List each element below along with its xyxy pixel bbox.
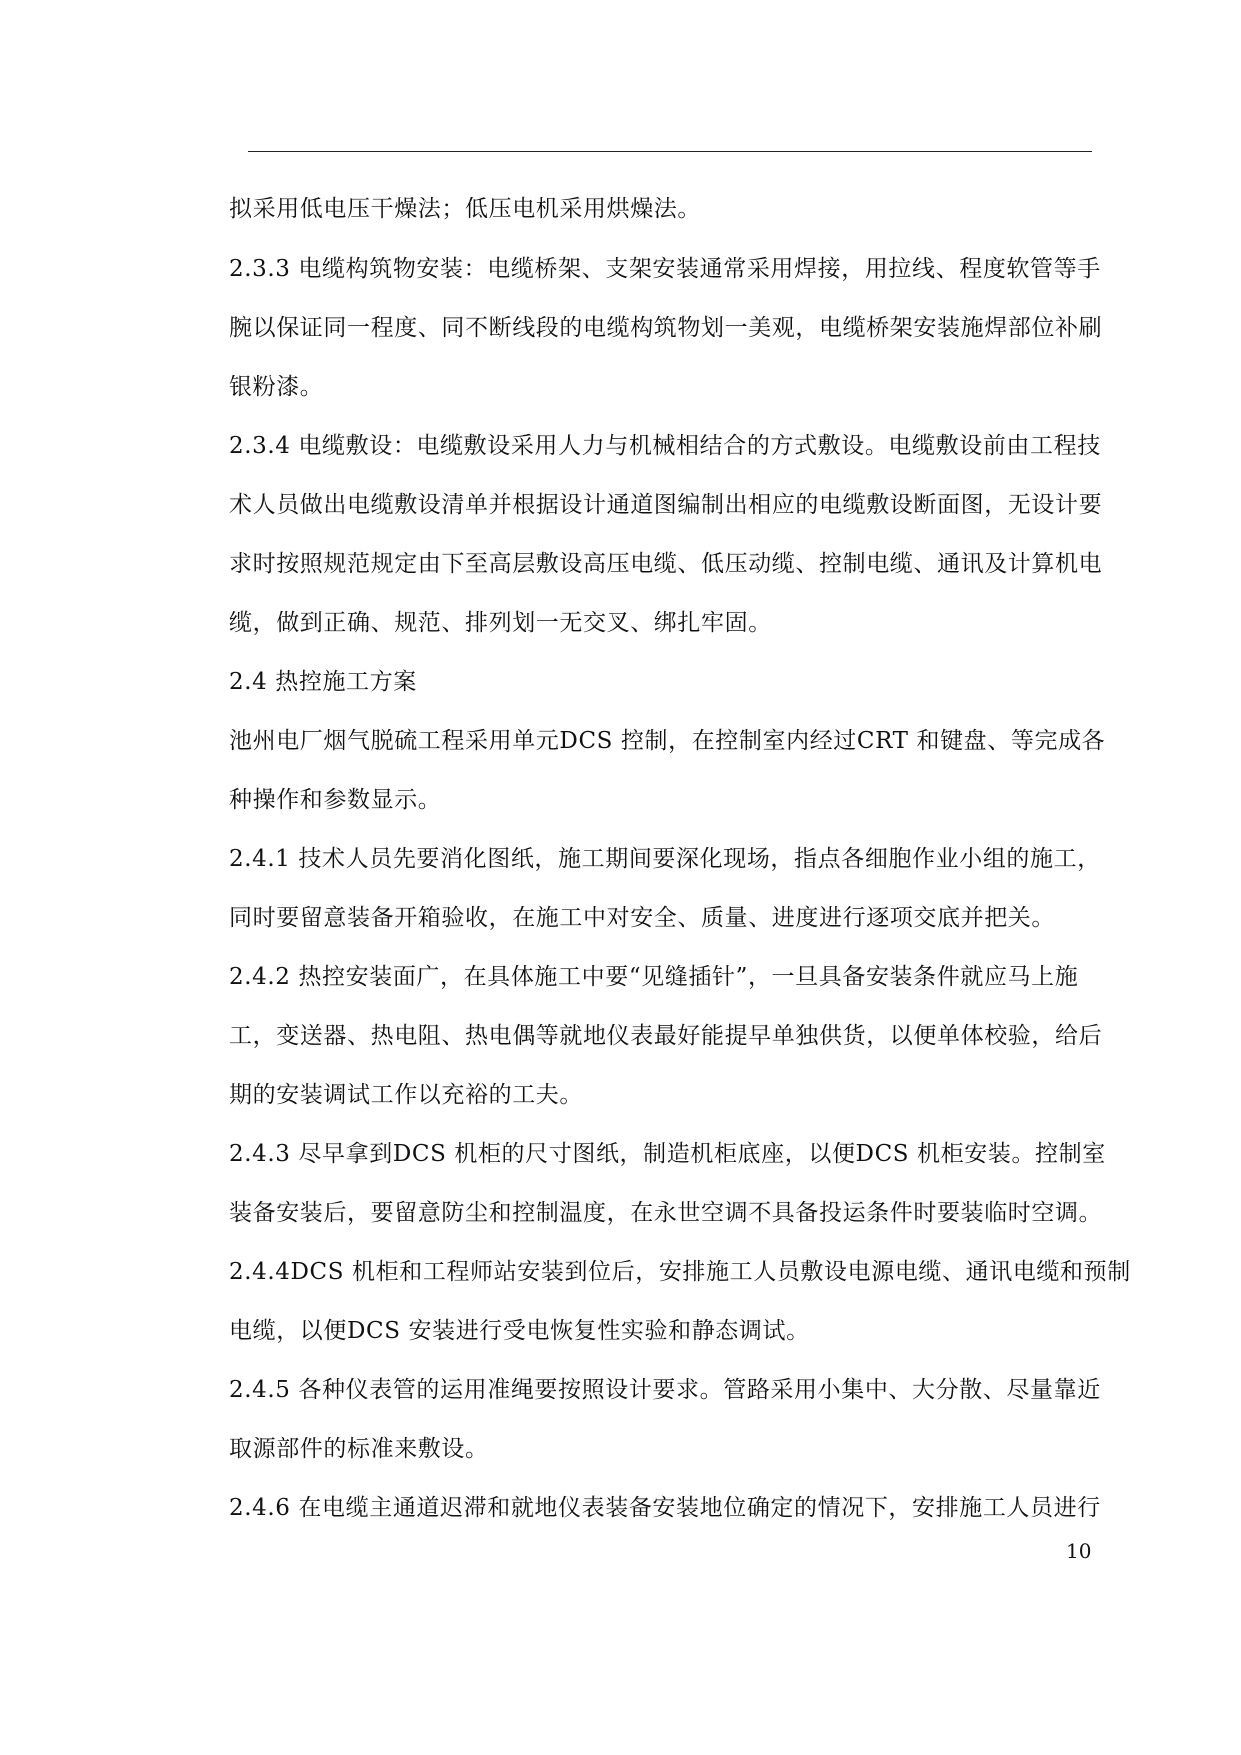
text-line: 种操作和参数显示。 bbox=[229, 787, 442, 813]
text-line: 求时按照规范规定由下至高层敷设高压电缆、低压动缆、控制电缆、通讯及计算机电 bbox=[229, 551, 1103, 577]
text-line: 取源部件的标准来敷设。 bbox=[229, 1436, 489, 1462]
text-line: 2.4.4DCS 机柜和工程师站安装到位后，安排施工人员敷设电源电缆、通讯电缆和预制 bbox=[229, 1259, 1131, 1285]
text-line: 术人员做出电缆敷设清单并根据设计通道图编制出相应的电缆敷设断面图，无设计要 bbox=[229, 492, 1103, 518]
text-line: 2.4.5 各种仪表管的运用准绳要按照设计要求。管路采用小集中、大分散、尽量靠近 bbox=[229, 1377, 1101, 1403]
section-heading: 2.4 热控施工方案 bbox=[229, 669, 417, 695]
text-line: 2.4.1 技术人员先要消化图纸，施工期间要深化现场，指点各细胞作业小组的施工， bbox=[229, 846, 1101, 872]
text-line: 缆，做到正确、规范、排列划一无交叉、绑扎牢固。 bbox=[229, 610, 772, 636]
header-rule bbox=[248, 151, 1092, 152]
page-number: 10 bbox=[1066, 1539, 1092, 1563]
text-line: 池州电厂烟气脱硫工程采用单元DCS 控制，在控制室内经过CRT 和键盘、等完成各 bbox=[229, 728, 1106, 754]
text-line: 装备安装后，要留意防尘和控制温度，在永世空调不具备投运条件时要装临时空调。 bbox=[229, 1200, 1103, 1226]
text-line: 工，变送器、热电阻、热电偶等就地仪表最好能提早单独供货，以便单体校验，给后 bbox=[229, 1023, 1103, 1049]
text-line: 拟采用低电压干燥法；低压电机采用烘燥法。 bbox=[229, 196, 701, 222]
text-line: 2.4.6 在电缆主通道迟滞和就地仪表装备安装地位确定的情况下，安排施工人员进行 bbox=[229, 1495, 1101, 1521]
text-line: 2.4.3 尽早拿到DCS 机柜的尺寸图纸，制造机柜底座，以便DCS 机柜安装。控制室 bbox=[229, 1141, 1106, 1167]
text-line: 同时要留意装备开箱验收，在施工中对安全、质量、进度进行逐项交底并把关。 bbox=[229, 905, 1055, 931]
text-line: 2.4.2 热控安装面广，在具体施工中要“见缝插针”，一旦具备安装条件就应马上施 bbox=[229, 964, 1079, 990]
text-line: 2.3.4 电缆敷设：电缆敷设采用人力与机械相结合的方式敷设。电缆敷设前由工程技 bbox=[229, 433, 1101, 459]
text-line: 电缆，以便DCS 安装进行受电恢复性实验和静态调试。 bbox=[229, 1318, 810, 1344]
text-line: 腕以保证同一程度、同不断线段的电缆构筑物划一美观，电缆桥架安装施焊部位补刷 bbox=[229, 315, 1103, 341]
text-line: 2.3.3 电缆构筑物安装：电缆桥架、支架安装通常采用焊接，用拉线、程度软管等手 bbox=[229, 256, 1101, 282]
text-line: 银粉漆。 bbox=[229, 374, 324, 400]
text-line: 期的安装调试工作以充裕的工夫。 bbox=[229, 1082, 583, 1108]
